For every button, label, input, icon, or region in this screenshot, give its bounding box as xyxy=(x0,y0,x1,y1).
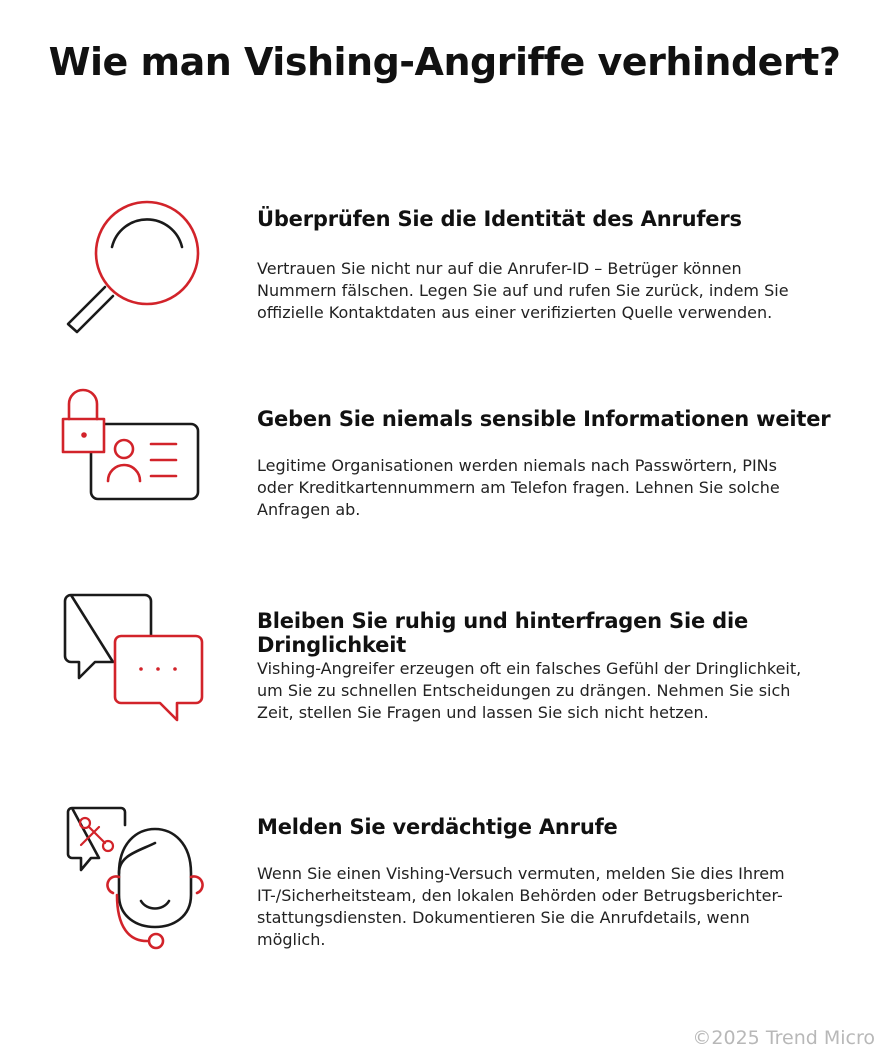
tip-heading: Melden Sie verdächtige Anrufe xyxy=(257,815,618,839)
support-agent-icon xyxy=(55,803,215,963)
copyright-notice: ©2025 Trend Micro xyxy=(692,1027,875,1049)
chat-bubbles-icon xyxy=(55,592,215,752)
page-title: Wie man Vishing-Angriffe verhindert? xyxy=(48,40,841,84)
tip-body: Vertrauen Sie nicht nur auf die Anrufer-ID – Betrüger können Nummern fälschen. Legen Sie auf und rufen Sie zurück, indem Sie offizielle Kontaktdaten aus einer verifizierten Quelle verwenden. xyxy=(257,259,789,322)
magnifier-icon xyxy=(55,195,215,355)
tip-heading: Überprüfen Sie die Identität des Anrufers xyxy=(257,207,742,231)
tip-body: Vishing-Angreifer erzeugen oft ein falsches Gefühl der Dringlichkeit, um Sie zu schnellen Entscheidungen zu drängen. Nehmen Sie sich Zeit, stellen Sie Fragen und lassen Sie sich nicht hetzen. xyxy=(257,659,802,722)
tip-body: Wenn Sie einen Vishing-Versuch vermuten, melden Sie dies Ihrem IT-/Sicherheitsteam, den lokalen Behörden oder Betrugsberichter-stattungsdiensten. Dokumentieren Sie die Anrufdetails, wenn möglich. xyxy=(257,864,785,949)
tip-heading: Bleiben Sie ruhig und hinterfragen Sie die Dringlichkeit xyxy=(257,609,748,657)
lock-id-card-icon xyxy=(55,388,215,548)
tip-heading: Geben Sie niemals sensible Informationen weiter xyxy=(257,407,831,431)
tip-body: Legitime Organisationen werden niemals nach Passwörtern, PINs oder Kreditkartennummern am Telefon fragen. Lehnen Sie solche Anfragen ab. xyxy=(257,456,780,519)
